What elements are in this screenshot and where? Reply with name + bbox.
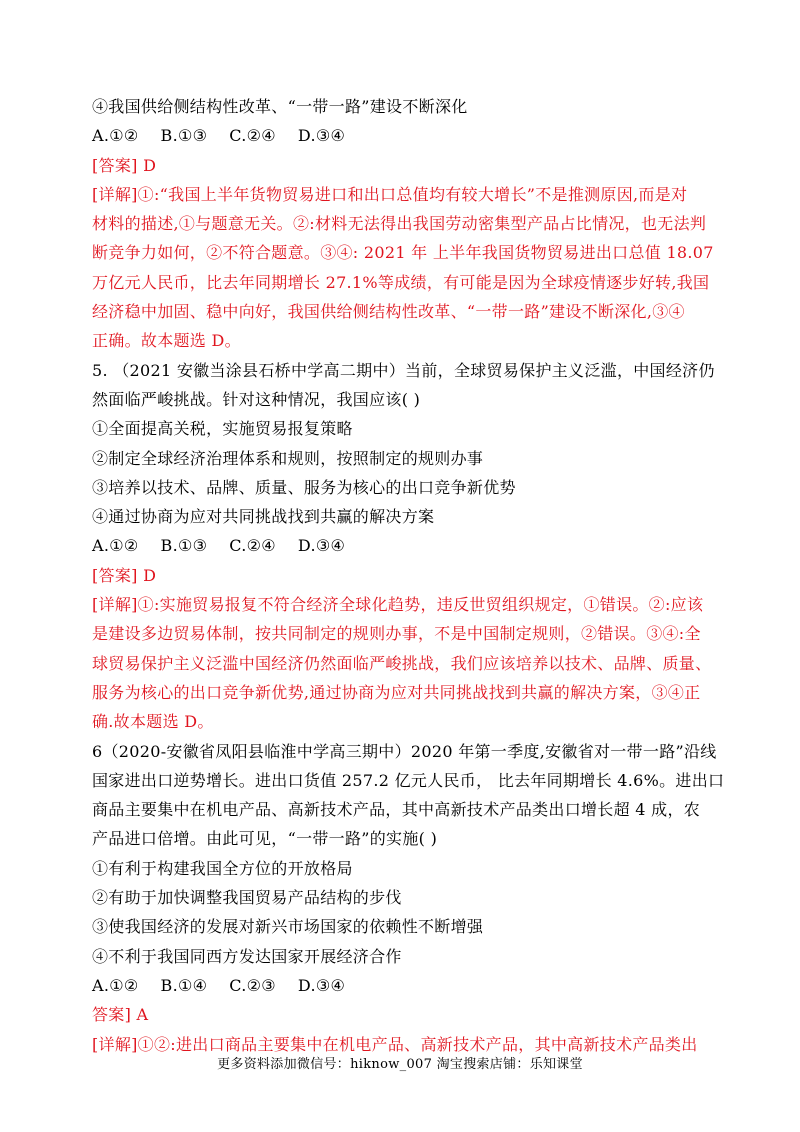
explanation-line: [详解]①②:进出口商品主要集中在机电产品、高新技术产品，其中高新技术产品类出	[92, 1034, 698, 1054]
option-choice: C.②④	[229, 126, 276, 146]
explanation-line: 材料的描述,①与题意无关。②:材料无法得出我国劳动密集型产品占比情况，也无法判	[92, 214, 707, 234]
explanation-line: 正确。故本题选 D。	[92, 331, 241, 351]
explanation-line: 万亿元人民币，比去年同期增长 27.1%等成绩，有可能是因为全球疫情逐步好转,我国	[92, 272, 710, 292]
explanation-line: 服务为核心的出口竞争新优势,通过协商为应对共同挑战找到共赢的解决方案，③④正	[92, 682, 701, 702]
statement-item: ①全面提高关税，实施贸易报复策略	[92, 419, 353, 439]
option-choice: A.①②	[92, 536, 139, 556]
question-line: 商品主要集中在机电产品、高新技术产品，其中高新技术产品类出口增长超 4 成，农	[92, 800, 701, 820]
explanation-line: 是建设多边贸易体制，按共同制定的规则办事，不是中国制定规则，②错误。③④:全	[92, 624, 701, 644]
question-line: 国家进出口逆势增长。进出口货值 257.2 亿元人民币， 比去年同期增长 4.6%。进出口	[92, 770, 725, 790]
statement-item: ④通过协商为应对共同挑战找到共赢的解决方案	[92, 507, 435, 527]
explanation-line: [详解]①:实施贸易报复不符合经济全球化趋势，违反世贸组织规定，①错误。②:应该	[92, 595, 704, 615]
question-line: 产品进口倍增。由此可见，“一带一路”的实施( )	[92, 829, 438, 849]
page-footer: 更多资料添加微信号：hiknow_007 淘宝搜索店铺：乐知课堂	[217, 1057, 583, 1072]
explanation-line: 确.故本题选 D。	[92, 712, 214, 732]
explanation-line: [详解]①:“我国上半年货物贸易进口和出口总值均有较大增长”不是推测原因,而是对	[92, 184, 688, 204]
option-choice: D.③④	[297, 126, 346, 146]
answer-options	[92, 531, 712, 560]
explanation-line: 断竞争力如何，②不符合题意。③④: 2021 年 上半年我国货物贸易进出口总值 18.07	[92, 243, 714, 263]
statement-item: ②有助于加快调整我国贸易产品结构的步伐	[92, 888, 402, 908]
statement-item: ④我国供给侧结构性改革、“一带一路”建设不断深化	[92, 97, 468, 116]
option-choice: C.②④	[229, 536, 276, 556]
option-choice: B.①③	[160, 126, 208, 146]
explanation-line: 经济稳中加固、稳中向好，我国供给侧结构性改革、“一带一路”建设不断深化,③④	[92, 302, 685, 322]
answer-key: [答案] D	[92, 565, 157, 585]
statement-item: ③使我国经济的发展对新兴市场国家的依赖性不断增强	[92, 917, 484, 937]
option-choice: A.①②	[92, 126, 139, 146]
option-choice: C.②③	[229, 975, 276, 995]
statement-item: ②制定全球经济治理体系和规则，按照制定的规则办事	[92, 448, 484, 468]
answer-options	[92, 971, 712, 1000]
answer-key: [答案] D	[92, 155, 157, 175]
statement-item: ③培养以技术、品牌、质量、服务为核心的出口竞争新优势	[92, 477, 516, 497]
option-choice: B.①④	[160, 975, 208, 995]
option-choice: D.③④	[297, 536, 346, 556]
answer-key: 答案] A	[92, 1005, 149, 1025]
statement-item: ④不利于我国同西方发达国家开展经济合作	[92, 946, 402, 966]
question-line: 然面临严峻挑战。针对这种情况，我国应该( )	[92, 389, 421, 409]
option-choice: A.①②	[92, 975, 139, 995]
answer-options	[92, 121, 712, 150]
document-body	[92, 92, 725, 1059]
statement-item: ①有利于构建我国全方位的开放格局	[92, 858, 353, 878]
question-line: 6（2020-安徽省凤阳县临淮中学高三期中）2020 年第一季度,安徽省对一带一路”沿线	[92, 741, 717, 761]
question-line: 5. （2021 安徽当涂县石桥中学高二期中）当前，全球贸易保护主义泛滥，中国经济仍	[92, 360, 715, 380]
option-choice: B.①③	[160, 536, 208, 556]
explanation-line: 球贸易保护主义泛滥中国经济仍然面临严峻挑战，我们应该培养以技术、品牌、质量、	[92, 653, 712, 673]
option-choice: D.③④	[297, 975, 346, 995]
